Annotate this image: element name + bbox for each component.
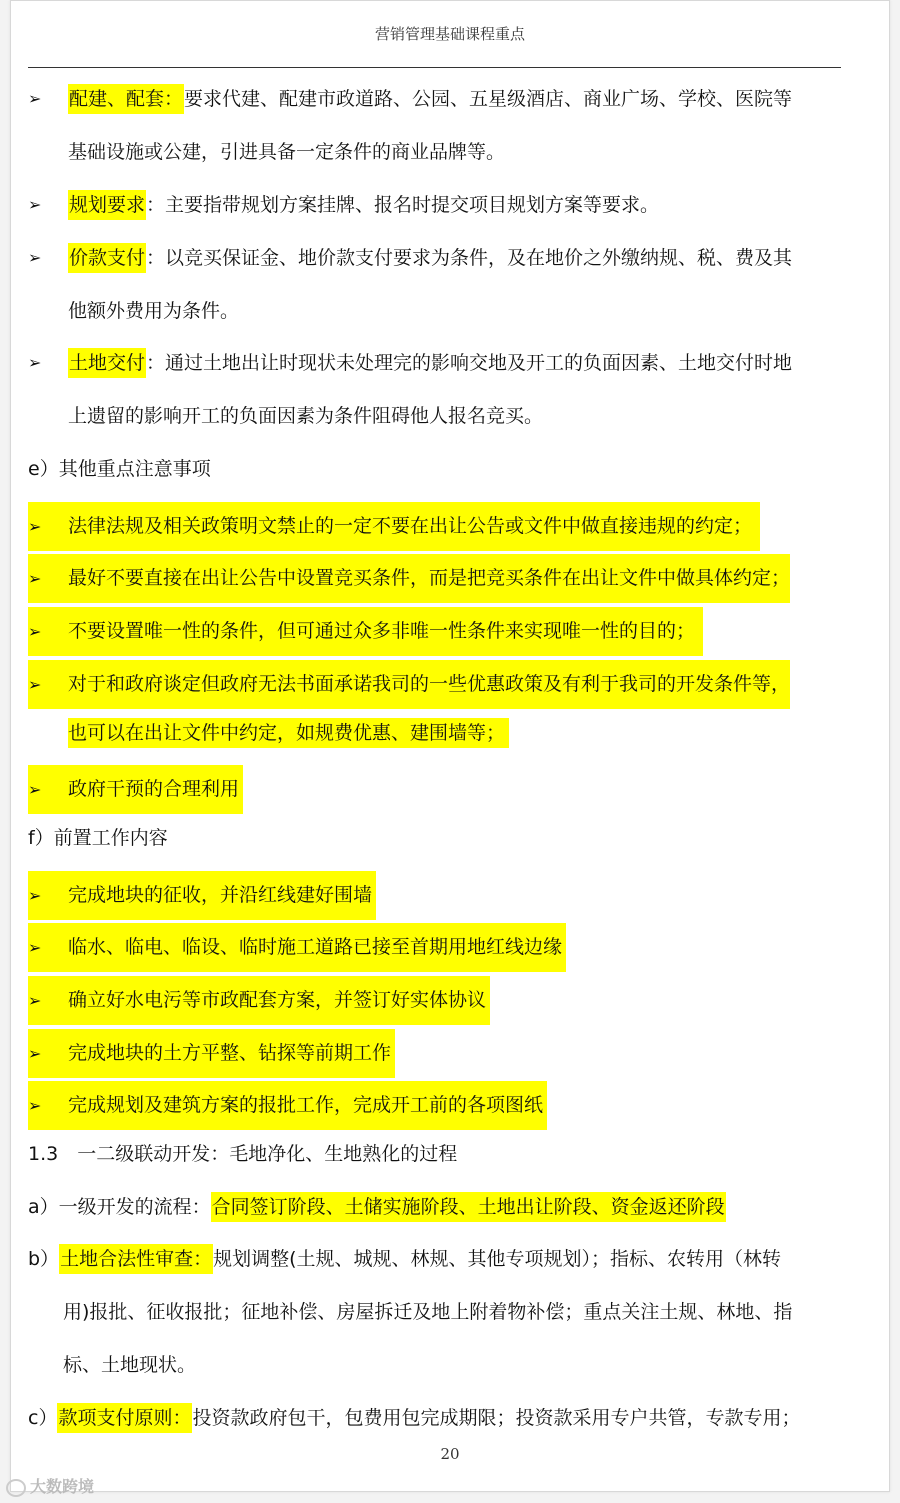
item-text: 完成地块的征收，并沿红线建好围墙 <box>68 884 373 906</box>
bullet-icon: ➢ <box>28 780 42 799</box>
item-text: 不要设置唯一性的条件，但可通过众多非唯一性条件来实现唯一性的目的； <box>68 620 696 642</box>
paragraph-b <box>28 1239 781 1279</box>
bullet-icon: ➢ <box>28 886 42 905</box>
page-header-title: 营销管理基础课程重点 <box>374 25 525 43</box>
item-text: 完成地块的土方平整、钻探等前期工作 <box>68 1042 392 1064</box>
highlighted-term: 土地交付 <box>68 348 146 378</box>
item-text: 法律法规及相关政策明文禁止的一定不要在出让公告或文件中做直接违规的约定； <box>68 515 753 537</box>
paragraph-prefix: b） <box>28 1248 60 1270</box>
section-heading-e: e）其他重点注意事项 <box>28 458 211 480</box>
highlighted-term: 配建、配套： <box>68 84 184 114</box>
bullet-icon: ➢ <box>28 675 42 694</box>
highlighted-term: 价款支付 <box>68 243 146 273</box>
paragraph-prefix: c） <box>28 1407 58 1429</box>
item-text: 要求代建、配建市政道路、公园、五星级酒店、商业广场、学校、医院等 <box>184 88 793 110</box>
item-continuation: 上遗留的影响开工的负面因素为条件阻碍他人报名竞买。 <box>68 405 544 427</box>
document-page <box>10 0 890 1492</box>
bullet-icon: ➢ <box>28 1096 42 1115</box>
item-continuation: 基础设施或公建，引进具备一定条件的商业品牌等。 <box>68 141 506 163</box>
item-text: ：通过土地出让时现状未处理完的影响交地及开工的负面因素、土地交付时地 <box>146 352 793 374</box>
highlighted-text: 合同签订阶段、土储实施阶段、土地出让阶段、资金返还阶段 <box>211 1192 726 1222</box>
item-continuation <box>68 713 509 753</box>
bullet-icon: ➢ <box>28 991 42 1010</box>
paragraph-prefix: a）一级开发的流程： <box>28 1196 211 1218</box>
paragraph-text: 投资款政府包干，包费用包完成期限；投资款采用专户共管，专款专用； <box>192 1407 801 1429</box>
highlighted-term: 土地合法性审查： <box>59 1244 213 1274</box>
item-text: 也可以在出让文件中约定，如规费优惠、建围墙等； <box>68 718 509 748</box>
watermark-text: 大数跨境 <box>30 1477 95 1496</box>
highlighted-term: 款项支付原则： <box>57 1403 192 1433</box>
bullet-icon: ➢ <box>28 248 42 267</box>
highlighted-term: 规划要求 <box>68 190 146 220</box>
bullet-icon: ➢ <box>28 195 42 214</box>
item-text: 政府干预的合理利用 <box>68 778 240 800</box>
paragraph-c <box>28 1398 800 1438</box>
paragraph-a <box>28 1187 726 1227</box>
item-text: 对于和政府谈定但政府无法书面承诺我司的一些优惠政策及有利于我司的开发条件等， <box>68 673 791 695</box>
bullet-icon: ➢ <box>28 1044 42 1063</box>
item-text: 确立好水电污等市政配套方案，并签订好实体协议 <box>68 989 487 1011</box>
list-item <box>28 79 848 119</box>
page-number: 20 <box>440 1445 460 1463</box>
paragraph-text: 规划调整(土规、城规、林规、其他专项规划）；指标、农转用（林转 <box>213 1248 781 1270</box>
item-continuation: 他额外费用为条件。 <box>68 300 240 322</box>
bullet-icon: ➢ <box>28 89 42 108</box>
header-divider <box>28 67 841 68</box>
section-heading-1-3: 1.3 一二级联动开发：毛地净化、生地熟化的过程 <box>28 1143 458 1165</box>
bullet-icon: ➢ <box>28 938 42 957</box>
watermark-logo-icon <box>6 1479 26 1497</box>
item-text: 临水、临电、临设、临时施工道路已接至首期用地红线边缘 <box>68 936 563 958</box>
bullet-icon: ➢ <box>28 517 42 536</box>
item-text: 最好不要直接在出让公告中设置竞买条件，而是把竞买条件在出让文件中做具体约定； <box>68 567 791 589</box>
bullet-icon: ➢ <box>28 622 42 641</box>
paragraph-continuation: 用)报批、征收报批；征地补偿、房屋拆迁及地上附着物补偿；重点关注土规、林地、指 <box>63 1301 793 1323</box>
item-text: 完成规划及建筑方案的报批工作，完成开工前的各项图纸 <box>68 1094 544 1116</box>
item-text: ：以竞买保证金、地价款支付要求为条件，及在地价之外缴纳规、税、费及其 <box>146 247 793 269</box>
bullet-icon: ➢ <box>28 353 42 372</box>
paragraph-continuation: 标、土地现状。 <box>63 1354 197 1376</box>
section-heading-f: f）前置工作内容 <box>28 827 168 849</box>
item-text: ：主要指带规划方案挂牌、报名时提交项目规划方案等要求。 <box>146 194 660 216</box>
watermark <box>6 1474 94 1497</box>
bullet-icon: ➢ <box>28 569 42 588</box>
